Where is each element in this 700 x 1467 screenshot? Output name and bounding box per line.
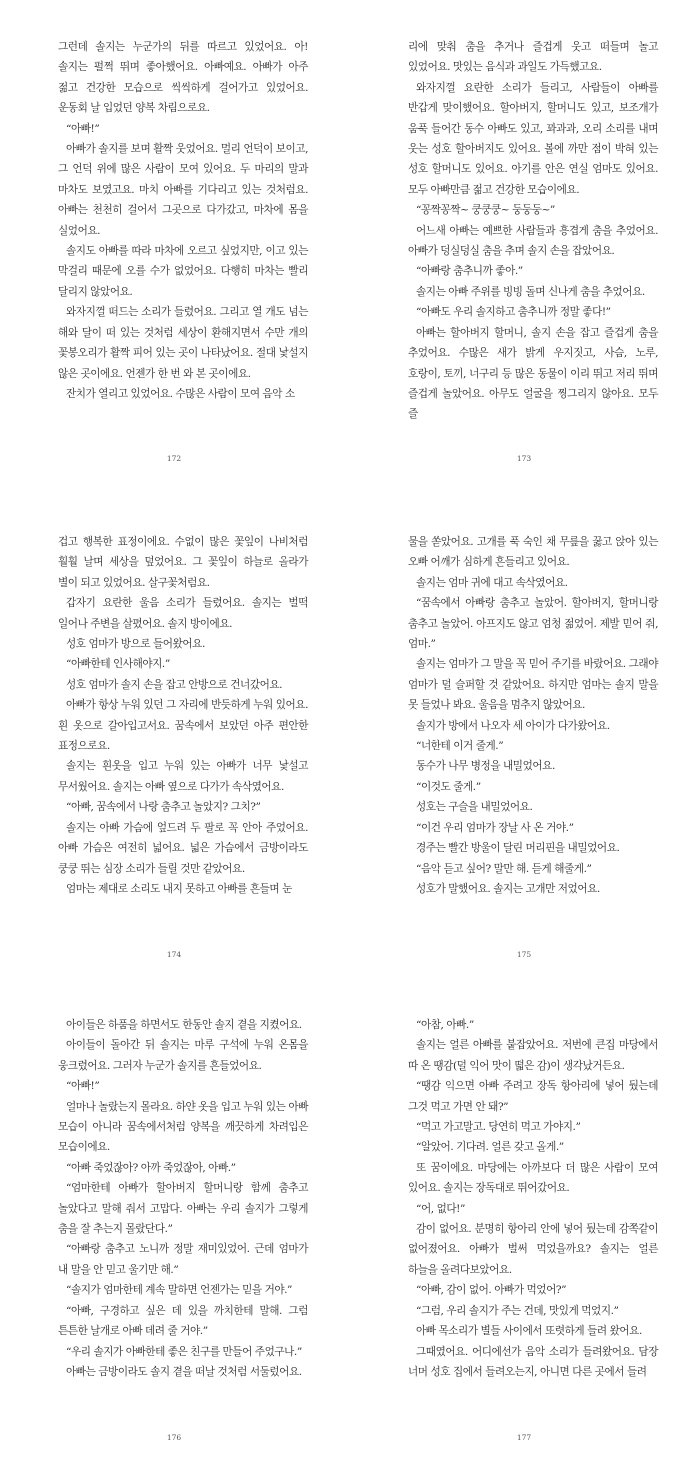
paragraph: 잔치가 열리고 있었어요. 수많은 사람이 모여 음악 소 — [66, 387, 295, 400]
page-text — [58, 532, 308, 899]
paragraph: “아빠 죽었잖아? 아까 죽었잖아, 아빠.” — [66, 1161, 236, 1174]
paragraph: 솔지는 아빠 주위를 빙빙 돌며 신나게 춤을 추었어요. — [416, 285, 645, 298]
paragraph: “음악 듣고 싶어? 말만 해. 듣게 해줄게.” — [416, 862, 592, 875]
page-number: 177 — [516, 1433, 532, 1442]
page-174 — [58, 532, 308, 899]
paragraph: “꿈속에서 아빠랑 춤추고 놀았어. 할아버지, 할머니랑 춤추고 놀았어. 아프지도 않고 엄청 젊었어. 제발 믿어 줘, 엄마.” — [408, 597, 658, 651]
page-number: 172 — [166, 454, 182, 463]
paragraph: “이건 우리 엄마가 장날 사 온 거야.” — [416, 821, 574, 834]
paragraph: “아빠, 감이 없어. 아빠가 먹었어?” — [416, 1284, 567, 1297]
paragraph: 성호 엄마가 솔지 손을 잡고 안방으로 건너갔어요. — [66, 678, 283, 691]
paragraph: “아빠!” — [66, 122, 100, 135]
page-text — [58, 1015, 308, 1382]
paragraph: 리에 맞춰 춤을 추거나 즐겁게 웃고 떠들며 놀고 있었어요. 맛있는 음식과 과일도 가득했고요. — [408, 41, 658, 74]
paragraph: 물을 쏟았어요. 고개를 푹 숙인 채 무릎을 꿇고 앉아 있는 오빠 어깨가 심하게 흔들리고 있어요. — [408, 536, 658, 569]
paragraph: 와자지껄 떠드는 소리가 들렸어요. 그리고 열 개도 넘는 해와 달이 떠 있는 것처럼 세상이 환해지면서 수만 개의 꽃봉오리가 활짝 피어 있는 곳이 나타났어요. 절대 낯설지 않은 곳이에요. 언젠가 한 번 와 본 곳이에요. — [58, 306, 308, 380]
paragraph: 솔지는 얼른 아빠를 붙잡았어요. 저번에 큰집 마당에서 따 온 땡감(덜 익어 맛이 떫은 감)이 생각났거든요. — [408, 1039, 658, 1072]
page-text — [58, 37, 308, 404]
paragraph: 아빠가 항상 누워 있던 그 자리에 반듯하게 누워 있어요. 흰 옷으로 갈아입고서요. 꿈속에서 보았던 아주 편안한 표정으로요. — [58, 699, 308, 753]
paragraph: 성호는 구슬을 내밀었어요. — [416, 801, 533, 814]
page-172 — [58, 37, 308, 404]
paragraph: “아빠, 꿈속에서 나랑 춤추고 놀았지? 그치?” — [66, 801, 261, 814]
paragraph: 얼마나 놀랐는지 몰라요. 하얀 옷을 입고 누워 있는 아빠 모습이 아니라 꿈속에서처럼 양복을 깨끗하게 차려입은 모습이에요. — [58, 1100, 308, 1154]
paragraph: 감이 없어요. 분명히 항아리 안에 넣어 뒀는데 감쪽같이 없어졌어요. 아빠가 벌써 먹었을까요? 솔지는 얼른 하늘을 올려다보았어요. — [408, 1223, 658, 1276]
page-number: 174 — [166, 950, 182, 959]
paragraph: 그때였어요. 어디에선가 음악 소리가 들려왔어요. 담장 너머 성호 집에서 들려오는지, 아니면 다른 곳에서 들려 — [408, 1345, 658, 1378]
paragraph: “먹고 가고말고. 당연히 먹고 가야지.” — [416, 1121, 581, 1134]
paragraph: 또 꿈이에요. 마당에는 아까보다 더 많은 사람이 모여 있어요. 솔지는 장독대로 뛰어갔어요. — [408, 1161, 658, 1195]
paragraph: “꽁짝꽁짝~ 쿵쿵쿵~ 둥둥둥~” — [416, 204, 555, 217]
paragraph: “엄마한테 아빠가 할아버지 할머니랑 함께 춤추고 놀았다고 말해 줘서 고맙다. 아빠는 우리 솔지가 그렇게 춤을 잘 추는지 몰랐단다.” — [58, 1182, 308, 1236]
page-173 — [408, 37, 658, 425]
page-text — [408, 37, 658, 425]
page-text — [408, 532, 658, 899]
paragraph: 그런데 솔지는 누군가의 뒤를 따르고 있었어요. 아! 솔지는 펄쩍 뛰며 좋아했어요. 아빠예요. 아빠가 아주 젊고 건강한 모습으로 씩씩하게 걸어가고 있었어요. 운동회 날 입었던 양복 차림으로요. — [58, 41, 308, 115]
paragraph: 와자지껄 요란한 소리가 들리고, 사람들이 아빠를 반갑게 맞이했어요. 할아버지, 할머니도 있고, 보조개가 움푹 들어간 동수 아빠도 있고, 꽈과과, 오리 소리를 내며 웃는 성호 할아버지도 있어요. 볼에 까만 점이 박혀 있는 성호 할머니도 있어요. 아기를 안은 연실 엄마도 있어요. 모두 아빠만큼 젊고 건강한 모습이에요. — [408, 81, 658, 196]
paragraph: 솔지도 아빠를 따라 마차에 오르고 싶었지만, 이고 있는 막걸리 때문에 오를 수가 없었어요. 다행히 마차는 빨리 달리지 않았어요. — [58, 245, 308, 298]
paragraph: 솔지가 방에서 나오자 세 아이가 다가왔어요. — [416, 719, 610, 732]
paragraph: “아빠랑 춤추고 노니까 정말 재미있었어. 근데 엄마가 내 말을 안 믿고 울기만 해.” — [58, 1243, 308, 1276]
paragraph: “솔지가 엄마한테 계속 말하면 언젠가는 믿을 거야.” — [66, 1284, 293, 1297]
paragraph: 아이들은 하품을 하면서도 한동안 솔지 곁을 지켰어요. — [66, 1019, 302, 1031]
page-text — [408, 1015, 658, 1382]
paragraph: 어느새 아빠는 예쁘한 사람들과 흥겹게 춤을 추었어요. 아빠가 덩실덩실 춤을 추며 솔지 손을 잡았어요. — [408, 224, 658, 258]
paragraph: 솔지는 흰옷을 입고 누워 있는 아빠가 너무 낯설고 무서웠어요. 솔지는 아빠 옆으로 다가가 속삭였어요. — [58, 760, 308, 793]
page-176 — [58, 1015, 308, 1382]
paragraph: 엄마는 제대로 소리도 내지 못하고 아빠를 흔들며 눈 — [66, 882, 292, 895]
paragraph: 솔지는 엄마 귀에 대고 속삭였어요. — [416, 576, 568, 589]
paragraph: 아이들이 돌아간 뒤 솔지는 마루 구석에 누워 온몸을 웅크렸어요. 그러자 누군가 솔지를 흔들었어요. — [58, 1039, 308, 1072]
paragraph: “이것도 줄게.” — [416, 780, 481, 793]
paragraph: “아빠!” — [66, 1080, 100, 1093]
paragraph: 솔지는 엄마가 그 말을 꼭 믿어 주기를 바랐어요. 그래야 엄마가 덜 슬퍼할 것 같았어요. 하지만 엄마는 솔지 말을 못 들었나 봐요. 울음을 멈추지 않았어요. — [408, 658, 658, 712]
page-number: 173 — [516, 454, 532, 463]
paragraph: “알았어. 기다려. 얼른 갖고 올게.” — [416, 1141, 564, 1154]
paragraph: “아빠한테 인사해야지.” — [66, 658, 170, 671]
paragraph: “우리 솔지가 아빠한테 좋은 친구를 만들어 주었구나.” — [66, 1345, 302, 1358]
paragraph: “그럼, 우리 솔지가 주는 건데, 맛있게 먹었지.” — [416, 1304, 619, 1317]
paragraph: 아빠가 솔지를 보며 활짝 웃었어요. 멀리 언덕이 보이고, 그 언덕 위에 많은 사람이 모여 있어요. 두 마리의 말과 마차도 보였고요. 마치 아빠를 기다리고 있는 것처럼요. 아빠는 천천히 걸어서 그곳으로 다가갔고, 마차에 몸을 실었어요. — [58, 143, 308, 237]
paragraph: 경주는 빨간 방울이 달린 머리핀을 내밀었어요. — [416, 842, 620, 855]
paragraph: 겁고 행복한 표정이에요. 수없이 많은 꽃잎이 나비처럼 훨훨 날며 세상을 덮었어요. 그 꽃잎이 하늘로 올라가 별이 되고 있었어요. 살구꽃처럼요. — [58, 536, 308, 589]
paragraph: “아참, 아빠.” — [416, 1019, 474, 1031]
paragraph: “어, 없다!” — [416, 1202, 465, 1215]
paragraph: 아빠는 할아버지 할머니, 솔지 손을 잡고 즐겁게 춤을 추었어요. 수많은 새가 밝게 우지짓고, 사슴, 노루, 호랑이, 토끼, 너구리 등 많은 동물이 이리 뛰고 저리 뛰며 즐겁게 놀았어요. 아무도 얼굴을 찡그리지 않아요. 모두 즐 — [408, 326, 658, 421]
paragraph: “너한테 이거 줄게.” — [416, 740, 504, 753]
paragraph: 아빠 목소리가 별들 사이에서 또렷하게 들려 왔어요. — [416, 1325, 642, 1338]
paragraph: “아빠도 우리 솔지하고 춤추니까 정말 좋다!” — [416, 306, 611, 319]
paragraph: “땡감 익으면 아빠 주려고 장독 항아리에 넣어 뒀는데 그것 먹고 가면 안 돼?” — [408, 1080, 658, 1113]
page-number: 175 — [516, 950, 532, 959]
paragraph: 아빠는 금방이라도 솔지 곁을 떠날 것처럼 서둘렀어요. — [66, 1365, 302, 1378]
paragraph: 솔지는 아빠 가슴에 엎드려 두 팔로 꼭 안아 주었어요. 아빠 가슴은 여전히 넓어요. 넓은 가슴에서 금방이라도 쿵쿵 뛰는 심장 소리가 들릴 것만 같았어요. — [58, 821, 308, 875]
paragraph: 갑자기 요란한 울음 소리가 들렸어요. 솔지는 벌떡 일어나 주변을 살폈어요. 솔지 방이에요. — [58, 597, 308, 630]
page-number: 176 — [166, 1433, 182, 1442]
paragraph: 성호가 말했어요. 솔지는 고개만 저었어요. — [416, 882, 600, 895]
paragraph: “아빠랑 춤추니까 좋아.” — [416, 265, 523, 278]
page-177 — [408, 1015, 658, 1382]
paragraph: 성호 엄마가 방으로 들어왔어요. — [66, 638, 205, 651]
paragraph: “아빠, 구경하고 싶은 데 있을 까치한테 말해. 그럼 튼튼한 날개로 아빠 데려 줄 거야.” — [58, 1304, 308, 1338]
page-175 — [408, 532, 658, 899]
paragraph: 동수가 나무 병정을 내밀었어요. — [416, 760, 555, 773]
